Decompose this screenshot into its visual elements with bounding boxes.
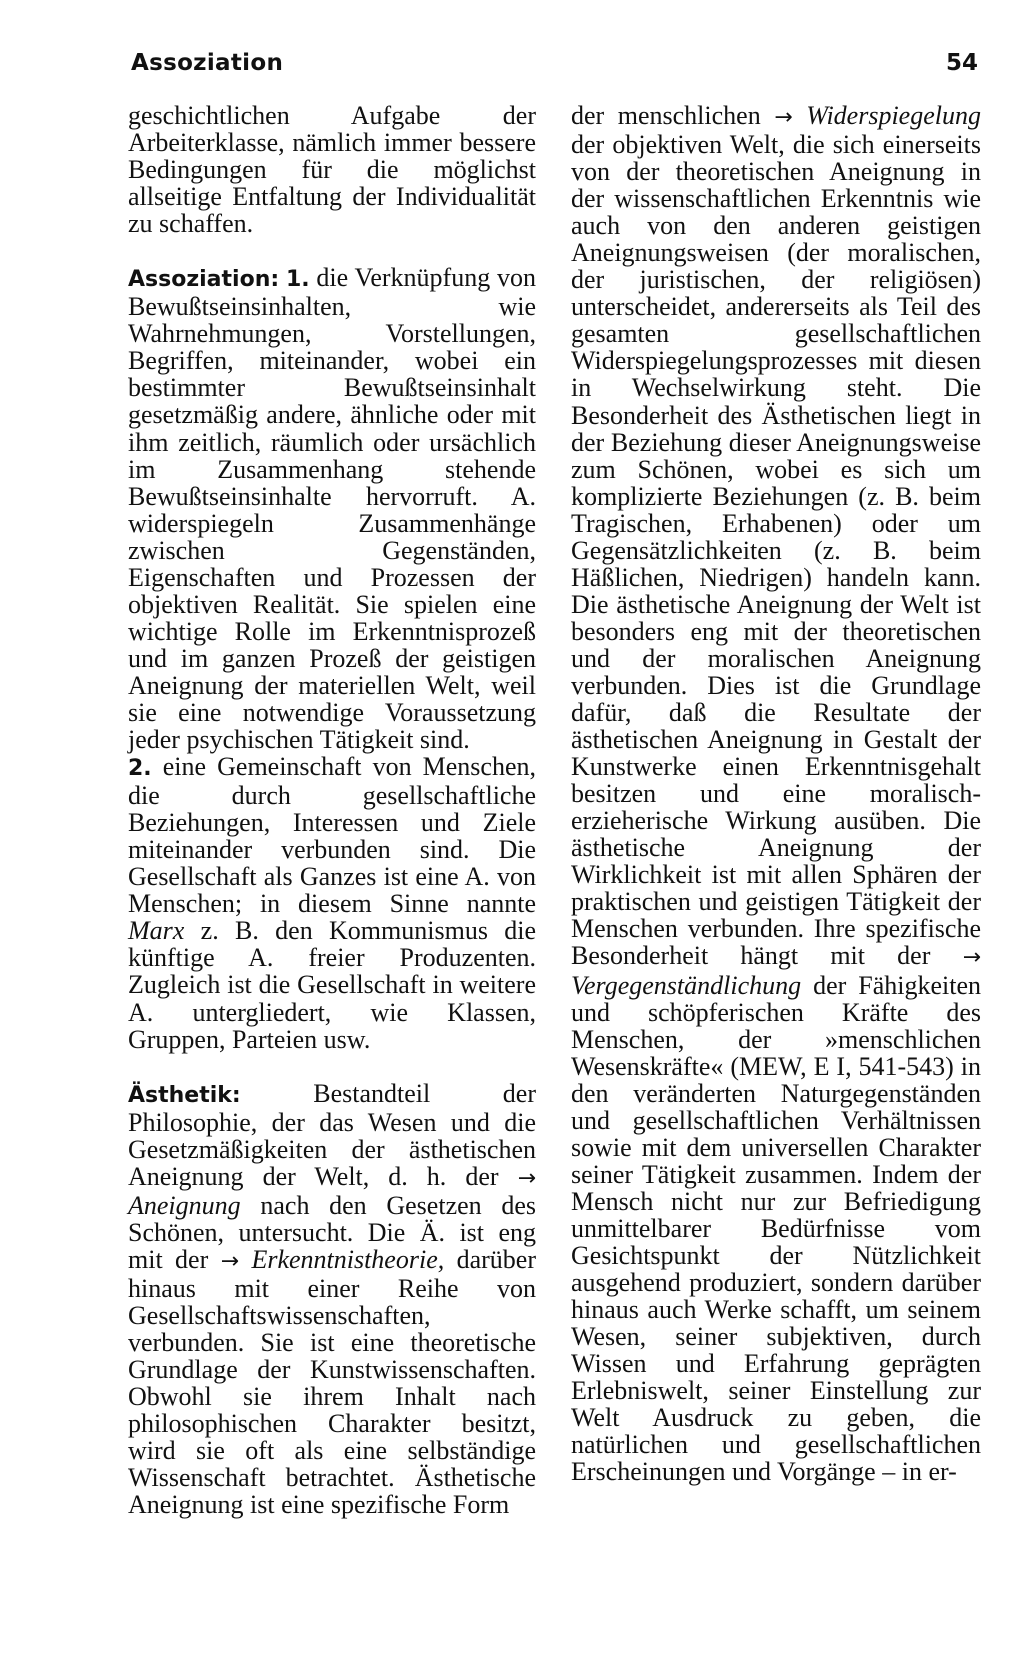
entry-assoziation-sense-1 <box>128 264 536 753</box>
running-head-title: Assoziation <box>131 50 284 76</box>
cross-reference-arrow-icon: → <box>517 1165 536 1191</box>
aesthetik-text-a: Bestandteil der Philosophie, der das Wesen und die Gesetzmäßigkeiten der ästhetischen Aneignung der Welt, d. h. der <box>128 1078 536 1191</box>
aesthetik-text-c: darüber hinaus mit einer Reihe von Gesellschaftswissenschaften, verbunden. Sie ist eine theoretische Grundlage der Kunstwissenschaften. Obwohl sie ihrem Inhalt nach philosophischen Charakter besitzt, wird sie oft als eine selbständige Wissenschaft betrachtet. Ästhetische Aneignung ist eine spezifische Form <box>128 1244 537 1520</box>
sense-number-2: 2. <box>128 756 152 782</box>
cross-reference-aneignung[interactable]: Aneignung <box>128 1190 241 1220</box>
page-number: 54 <box>945 50 978 76</box>
entry-gap <box>128 237 536 264</box>
continuation-paragraph: geschichtlichen Aufgabe der Arbeiterklasse, nämlich immer bessere Bedingungen für die möglichst allseitige Entfaltung der Individualität zu schaffen. <box>128 101 536 239</box>
name-marx: Marx <box>128 916 185 946</box>
entry-term-assoziation: Assoziation: <box>128 267 280 293</box>
left-column <box>128 102 536 1518</box>
sense-number-1: 1. <box>285 267 310 293</box>
cross-reference-widerspiegelung[interactable]: Widerspiegelung <box>806 101 981 130</box>
entry-assoziation-sense-2 <box>128 753 536 1053</box>
cross-reference-arrow-icon: → <box>220 1248 240 1274</box>
right-text-c: der Fähigkeiten und schöpferischen Kräfte des Menschen, der »menschlichen Wesenskräfte« (MEW, E I, 541-543) in den veränderten Naturgegenständen und gesellschaftlichen Verhältnissen sowie mit dem universellen Charakter seiner Tätigkeit zusammen. Indem der Mensch nicht nur zur Befriedigung unmittelbarer Bedürfnisse vom Gesichtspunkt der Nützlichkeit ausgehend produziert, sondern darüber hinaus auch Werke schafft, um seinem Wesen, seiner subjektiven, durch Wissen und Erfahrung geprägten Erlebniswelt, seiner Einstellung zur Welt Ausdruck zu geben, die natürlichen und gesellschaftlichen Erscheinungen und Vorgänge – in er- <box>571 970 981 1487</box>
running-head <box>131 50 978 82</box>
sense-2-text-b: z. B. den Kommunismus die künftige A. freier Produzenten. Zugleich ist die Gesellschaft in weitere A. untergliedert, wie Klassen, Gruppen, Parteien usw. <box>128 916 537 1054</box>
sense-2-text-a: eine Gemeinschaft von Menschen, die durch gesellschaftliche Beziehungen, Interessen und Ziele miteinander verbunden sind. Die Gesellschaft als Ganzes ist eine A. von Menschen; in diesem Sinne nannte <box>128 752 537 919</box>
right-text-a: der menschlichen <box>571 101 761 130</box>
right-column <box>571 102 981 1485</box>
entry-aesthetik <box>128 1080 536 1519</box>
sense-1-text: die Verknüpfung von Bewußtseinsinhalten, wie Wahrnehmungen, Vorstellungen, Begriffen, miteinander, wobei ein bestimmter Bewußtseinsinhalt gesetzmäßig andere, ähnliche oder mit ihm zeitlich, räumlich oder ursächlich im Zusammenhang stehende Bewußtseinsinhalte hervorruft. A. widerspiegeln Zusammenhänge zwischen Gegenständen, Eigenschaften und Prozessen der objektiven Realität. Sie spielen eine wichtige Rolle im Erkenntnisprozeß und im ganzen Prozeß der geistigen Aneignung der materiellen Welt, weil sie eine notwendige Voraussetzung jeder psychischen Tätigkeit sind. <box>128 263 536 755</box>
right-text-b: der objektiven Welt, die sich einerseits von der theoretischen Aneignung in der wissenschaftlichen Erkenntnis wie auch von den anderen geistigen Aneignungsweisen (der moralischen, der juristischen, der religiösen) unterscheidet, andererseits als Teil des gesamten gesellschaftlichen Widerspiegelungsprozesses mit diesen in Wechselwirkung steht. Die Besonderheit des Ästhetischen liegt in der Beziehung dieser Aneignungsweise zum Schönen, wobei es sich um komplizierte Beziehungen (z. B. beim Tragischen, Erhabenen) oder um Gegensätzlichkeiten (z. B. beim Häßlichen, Niedrigen) handeln kann. Die ästhetische Aneignung der Welt ist besonders eng mit der theoretischen und der moralischen Aneignung verbunden. Dies ist die Grundlage dafür, daß die Resultate der ästhetischen Aneignung in Gestalt der Kunstwerke einen Erkenntnisgehalt besitzen und eine moralisch-erzieherische Wirkung ausüben. Die ästhetische Aneignung der Wirklichkeit ist mit allen Sphären der praktischen und geistigen Tätigkeit der Menschen verbunden. Ihre spezifische Besonderheit hängt mit der <box>571 130 981 971</box>
entry-term-aesthetik: Ästhetik: <box>128 1082 241 1108</box>
cross-reference-vergegenstaendlichung[interactable]: Vergegenständlichung <box>571 970 802 1000</box>
cross-reference-arrow-icon: → <box>774 105 793 130</box>
aesthetik-continuation <box>571 102 981 1485</box>
entry-gap <box>128 1053 536 1080</box>
cross-reference-arrow-icon: → <box>962 945 981 971</box>
cross-reference-erkenntnistheorie[interactable]: Erkenntnistheorie, <box>251 1244 445 1274</box>
aesthetik-text-b: nach den Gesetzen des Schönen, untersucht. Die Ä. ist eng mit der <box>128 1190 537 1274</box>
